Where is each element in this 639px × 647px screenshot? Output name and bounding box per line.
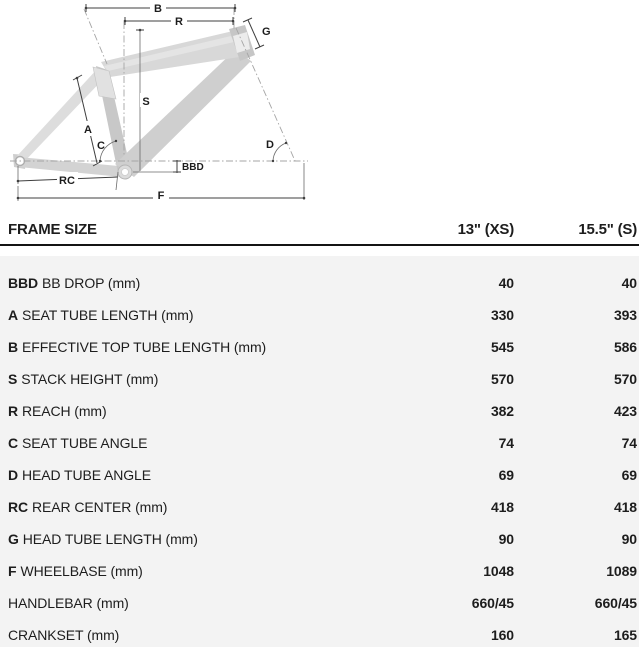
dim-label-bbd: BBD [182, 162, 204, 173]
row-prefix: A [8, 307, 19, 323]
dim-label-rc: RC [59, 175, 75, 187]
row-prefix: B [8, 339, 19, 355]
row-value-s: 69 [621, 467, 637, 483]
row-value-xs: 1048 [483, 563, 514, 579]
dim-label-r: R [175, 16, 183, 28]
row-prefix: BBD [8, 275, 39, 291]
table-row-seat-tube-angle [8, 427, 637, 459]
table-row-seat-tube-length [8, 299, 637, 331]
row-prefix: F [8, 563, 17, 579]
row-value-xs: 660/45 [471, 595, 514, 611]
row-label: F WHEELBASE (mm) [8, 563, 143, 579]
table-header [0, 215, 639, 246]
row-value-xs: 160 [490, 627, 514, 643]
bike-frame-illustration [13, 25, 255, 179]
row-label: R REACH (mm) [8, 403, 107, 419]
table-row-bb-drop [8, 267, 637, 299]
row-label: D HEAD TUBE ANGLE [8, 467, 151, 483]
table-title: FRAME SIZE [8, 221, 97, 238]
column-header-xs: 13" (XS) [457, 221, 514, 238]
row-value-xs: 382 [490, 403, 514, 419]
row-value-xs: 418 [490, 499, 514, 515]
row-value-s: 165 [613, 627, 637, 643]
table-row-head-tube-angle [8, 459, 637, 491]
row-value-s: 40 [621, 275, 637, 291]
row-label: G HEAD TUBE LENGTH (mm) [8, 531, 198, 547]
dim-r [124, 14, 235, 28]
table-row-reach [8, 395, 637, 427]
table-row-handlebar [8, 587, 637, 619]
row-label: B EFFECTIVE TOP TUBE LENGTH (mm) [8, 339, 267, 355]
column-header-s: 15.5" (S) [578, 221, 637, 238]
row-value-s: 423 [613, 403, 637, 419]
row-value-xs: 69 [498, 467, 514, 483]
row-value-s: 74 [621, 435, 637, 451]
row-value-xs: 40 [498, 275, 514, 291]
row-value-s: 570 [613, 371, 637, 387]
row-value-xs: 545 [490, 339, 514, 355]
row-prefix: D [8, 467, 19, 483]
table-row-stack-height [8, 363, 637, 395]
row-label: S STACK HEIGHT (mm) [8, 371, 159, 387]
row-prefix: C [8, 435, 19, 451]
row-label: C SEAT TUBE ANGLE [8, 435, 148, 451]
row-value-s: 90 [621, 531, 637, 547]
table-row-head-tube-length [8, 523, 637, 555]
dim-label-s: S [142, 96, 150, 108]
table-body [0, 256, 639, 647]
table-row-wheelbase [8, 555, 637, 587]
dim-b [85, 1, 237, 15]
row-prefix: RC [8, 499, 29, 515]
row-label: RC REAR CENTER (mm) [8, 499, 168, 515]
frame-diagram-svg [0, 0, 639, 215]
row-label: A SEAT TUBE LENGTH (mm) [8, 307, 194, 323]
row-label: HANDLEBAR (mm) [8, 595, 129, 611]
frame-geometry-diagram [0, 0, 639, 215]
row-value-xs: 330 [490, 307, 514, 323]
dim-label-b: B [154, 3, 162, 15]
table-row-rear-center [8, 491, 637, 523]
row-value-s: 393 [613, 307, 637, 323]
row-value-xs: 570 [490, 371, 514, 387]
dim-label-a: A [84, 124, 92, 136]
row-value-s: 418 [613, 499, 637, 515]
table-row-crankset [8, 619, 637, 647]
dim-label-c: C [97, 140, 105, 152]
row-value-xs: 90 [498, 531, 514, 547]
dim-label-d: D [266, 139, 274, 151]
dim-label-f: F [157, 190, 165, 202]
row-prefix: R [8, 403, 19, 419]
row-value-s: 660/45 [594, 595, 637, 611]
row-label: CRANKSET (mm) [8, 627, 120, 643]
row-value-xs: 74 [498, 435, 514, 451]
dim-d [266, 139, 287, 162]
row-value-s: 586 [613, 339, 637, 355]
table-row-effective-top-tube [8, 331, 637, 363]
dim-label-g: G [262, 26, 271, 38]
row-label: BBD BB DROP (mm) [8, 275, 141, 291]
dim-f [17, 186, 306, 202]
geometry-table [0, 215, 639, 647]
row-value-s: 1089 [606, 563, 637, 579]
row-prefix: G [8, 531, 19, 547]
row-prefix: S [8, 371, 18, 387]
